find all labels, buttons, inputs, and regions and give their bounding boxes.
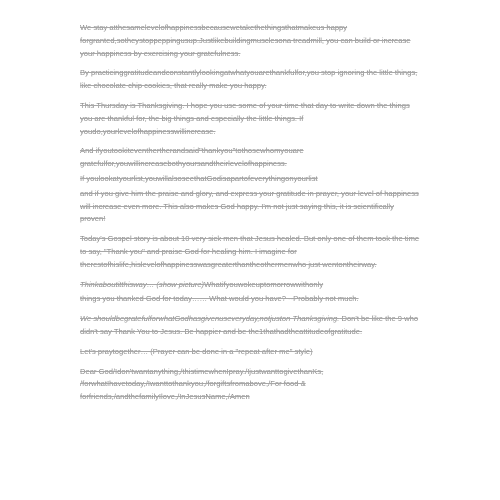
paragraph-7: Today's Gospel story is about 10 very sick men that Jesus healed. But only one of them took the time to say, "Thank you" and praise God for healing him. I imagine for therestofhislife,hislevelofhappinesswasgreaterthantheothermenwho just wentontheirway.	[80, 234, 420, 269]
paragraph-10-italic: We shouldbegratefulforwhatGodhasgivenuseveryday,notjuston Thanksgiving.	[80, 314, 340, 324]
paragraph-5: If youlookatyourlist,youwillalsoseethatGodisapartofeverythingonyourlist	[80, 173, 318, 183]
paragraph-10-rest: Don't be like the 9 who didn't say Thank You to Jesus. Be happier and be the1thathadtheattitudeofgratitude.	[80, 314, 419, 336]
paragraph-4: And ifyoutookiteventhertherandsaid"thankyou"tothosewhomyouare gratefulfor,youwillincreasebothyoursandtheirlevelofhappiness.	[80, 146, 304, 169]
paragraph-1: We stay atthesamelevelofhappinessbecausewetakethethingsthatmakeus happy forgranted,sotheystoppeppingusup.Justlikebuildingmusclesona treadmill, you can build or increase your happiness by exercising your gratefulness.	[80, 23, 411, 58]
paragraph-2: By practicinggratitudeandconstantlylookingatwhatyouarethankfulfor,you stop ignoring the little things, like chocolate chip cookies, that really make you happy.	[80, 68, 418, 91]
paragraph-8	[80, 279, 420, 292]
document-body	[80, 22, 420, 411]
paragraph-6: and if you give him the praise and glory, and express your gratitude in prayer, your level of happiness will increase even more. This also makes God happy. I'm not just saying this, it is scientifically proven!	[80, 188, 419, 224]
paragraph-8-italic: Thinkaboutitthisway… (show picture)	[80, 279, 205, 289]
paragraph-10	[80, 313, 420, 339]
paragraph-9: things you thanked God for today…… What would you have? --Probably not much.	[80, 294, 359, 304]
paragraph-11: Let's praytogether… (Prayer can be done in a "repeat after me" style)	[80, 346, 313, 356]
paragraph-8-rest: Whatifyouwokeuptomorrowwithonly	[204, 279, 324, 289]
paragraph-3: This Thursday is Thanksgiving. I hope you use some of your time that day to write down the things you are thankful for, the big things and especially the little things. If youdo,yourlevelofhappinesswillincrease.	[80, 100, 410, 136]
paragraph-12: Dear God/Idon'twantanything,/thistimewhenIpray./IjustwanttogivethanKs, /forwhatIhavetoday,/Iwanttothankyou,/forgiftsfromabove,/For food & forfriends,/andthefamilyIlove,/InJesusName,/Amen	[80, 366, 324, 402]
